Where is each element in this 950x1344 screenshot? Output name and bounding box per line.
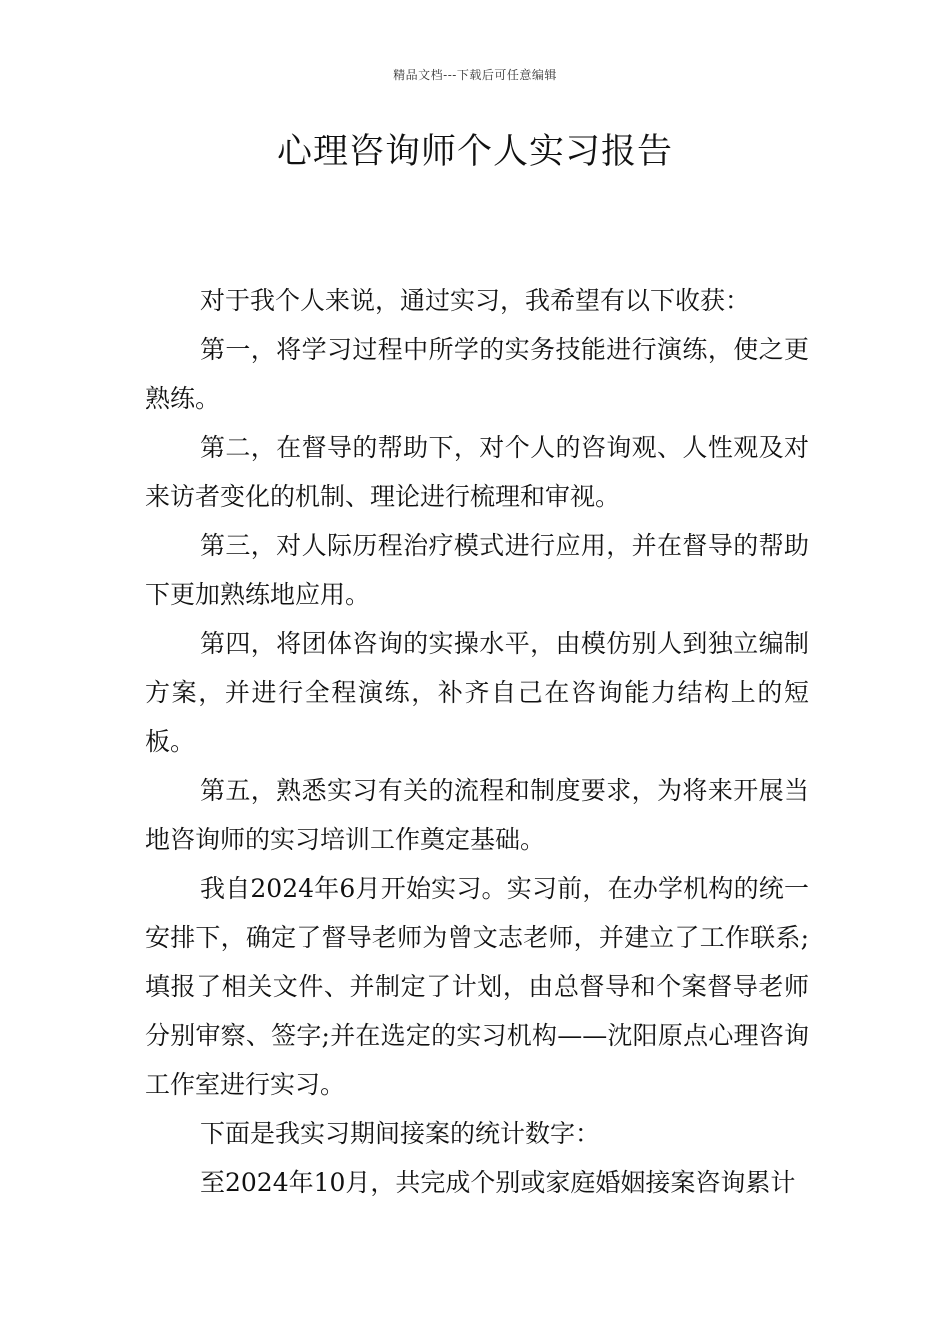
paragraph-statistics: 至2024年10月，共完成个别或家庭婚姻接案咨询累计 <box>200 1168 796 1197</box>
header-note: 精品文档---下载后可任意编辑 <box>393 68 557 82</box>
document-body <box>145 276 809 1207</box>
paragraph-fifth: 第五，熟悉实习有关的流程和制度要求，为将来开展当地咨询师的实习培训工作奠定基础。 <box>145 776 809 854</box>
paragraph-internship-start: 我自2024年6月开始实习。实习前，在办学机构的统一安排下，确定了督导老师为曾文志老师，并建立了工作联系;填报了相关文件、并制定了计划，由总督导和个案督导老师分别审察、签字;并在选定的实习机构——沈阳原点心理咨询工作室进行实习。 <box>145 874 809 1099</box>
document-title: 心理咨询师个人实习报告 <box>276 132 673 172</box>
paragraph-intro: 对于我个人来说，通过实习，我希望有以下收获： <box>200 286 751 315</box>
paragraph-fourth: 第四，将团体咨询的实操水平，由模仿别人到独立编制方案，并进行全程演练，补齐自己在咨询能力结构上的短板。 <box>145 629 809 756</box>
paragraph-first: 第一，将学习过程中所学的实务技能进行演练，使之更熟练。 <box>145 335 809 413</box>
paragraph-second: 第二，在督导的帮助下，对个人的咨询观、人性观及对来访者变化的机制、理论进行梳理和审视。 <box>145 433 809 511</box>
paragraph-third: 第三，对人际历程治疗模式进行应用，并在督导的帮助下更加熟练地应用。 <box>145 531 809 609</box>
paragraph-statistics-intro: 下面是我实习期间接案的统计数字： <box>200 1119 601 1148</box>
